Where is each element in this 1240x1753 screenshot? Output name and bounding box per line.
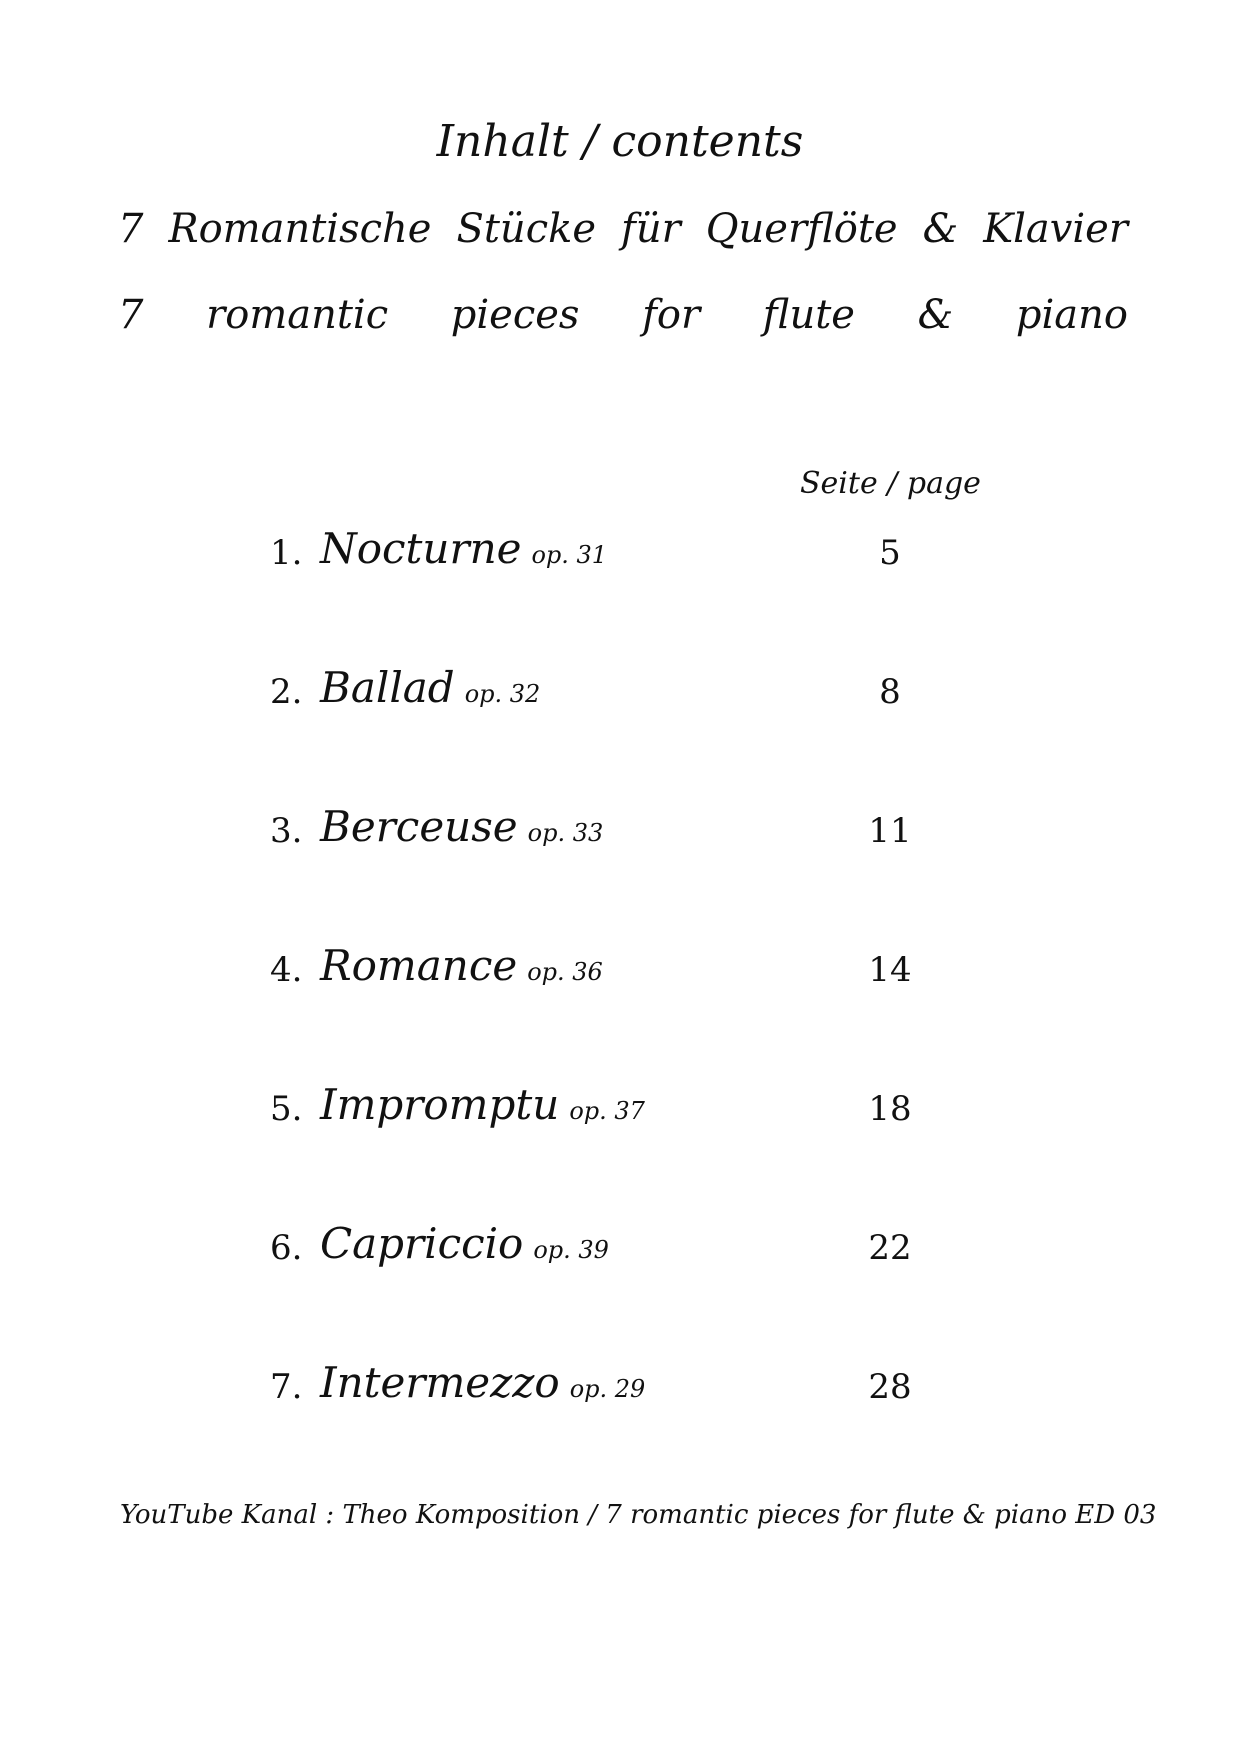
toc-entry xyxy=(270,652,970,722)
entry-title xyxy=(320,524,607,573)
entry-title xyxy=(320,1080,645,1129)
page-title: Inhalt / contents xyxy=(436,116,804,167)
subtitle-en-word: for xyxy=(642,292,701,338)
entry-number: 5. xyxy=(270,1089,303,1129)
toc-entry xyxy=(270,1069,970,1139)
piece-title: Impromptu xyxy=(320,1080,560,1129)
opus-number: op. 37 xyxy=(569,1097,645,1125)
entry-number: 6. xyxy=(270,1228,303,1268)
entry-title xyxy=(320,802,603,851)
subtitle-de-word: Querflöte xyxy=(705,206,898,252)
entry-title xyxy=(320,941,603,990)
entry-number: 4. xyxy=(270,950,303,990)
entry-number: 1. xyxy=(270,533,303,573)
piece-title: Berceuse xyxy=(320,802,518,851)
subtitle-en-word: flute xyxy=(762,292,855,338)
opus-number: op. 32 xyxy=(464,680,541,708)
entry-page: 8 xyxy=(879,672,901,712)
toc-entry xyxy=(270,513,970,583)
page-column-header: Seite / page xyxy=(800,466,981,501)
entry-title xyxy=(320,1358,645,1407)
piece-title: Nocturne xyxy=(320,524,522,573)
subtitle-en-word: 7 xyxy=(118,292,144,338)
entry-number: 2. xyxy=(270,672,303,712)
opus-number: op. 33 xyxy=(527,819,604,847)
piece-title: Romance xyxy=(320,941,518,990)
subtitle-en-word: romantic xyxy=(206,292,389,338)
footer-credit: YouTube Kanal : Theo Komposition / 7 romantic pieces for flute & piano ED 03 xyxy=(120,1500,1157,1530)
subtitle-de-word: 7 xyxy=(118,206,144,252)
subtitle-german xyxy=(118,206,1128,252)
toc-entry xyxy=(270,930,970,1000)
entry-title xyxy=(320,663,540,712)
opus-number: op. 39 xyxy=(533,1236,609,1264)
entry-page: 11 xyxy=(868,811,912,851)
toc-entry xyxy=(270,791,970,861)
entry-page: 22 xyxy=(868,1228,912,1268)
entry-number: 3. xyxy=(270,811,303,851)
entry-number: 7. xyxy=(270,1367,303,1407)
subtitle-en-word: piano xyxy=(1015,292,1128,338)
subtitle-de-word: für xyxy=(621,206,681,252)
subtitle-de-word: Romantische xyxy=(168,206,432,252)
toc-entry xyxy=(270,1208,970,1278)
entry-page: 18 xyxy=(868,1089,912,1129)
entry-title xyxy=(320,1219,609,1268)
entry-page: 28 xyxy=(868,1367,912,1407)
opus-number: op. 31 xyxy=(531,541,608,569)
piece-title: Intermezzo xyxy=(320,1358,560,1407)
entry-page: 14 xyxy=(868,950,912,990)
piece-title: Ballad xyxy=(320,663,455,712)
subtitle-en-word: & xyxy=(917,292,954,338)
toc-entry xyxy=(270,1347,970,1417)
subtitle-en-word: pieces xyxy=(450,292,580,338)
opus-number: op. 36 xyxy=(527,958,603,986)
piece-title: Capriccio xyxy=(320,1219,524,1268)
subtitle-de-word: Stücke xyxy=(456,206,597,252)
opus-number: op. 29 xyxy=(569,1375,646,1403)
subtitle-de-word: & xyxy=(922,206,959,252)
entry-page: 5 xyxy=(879,533,901,573)
subtitle-de-word: Klavier xyxy=(983,206,1128,252)
subtitle-english xyxy=(118,292,1128,338)
